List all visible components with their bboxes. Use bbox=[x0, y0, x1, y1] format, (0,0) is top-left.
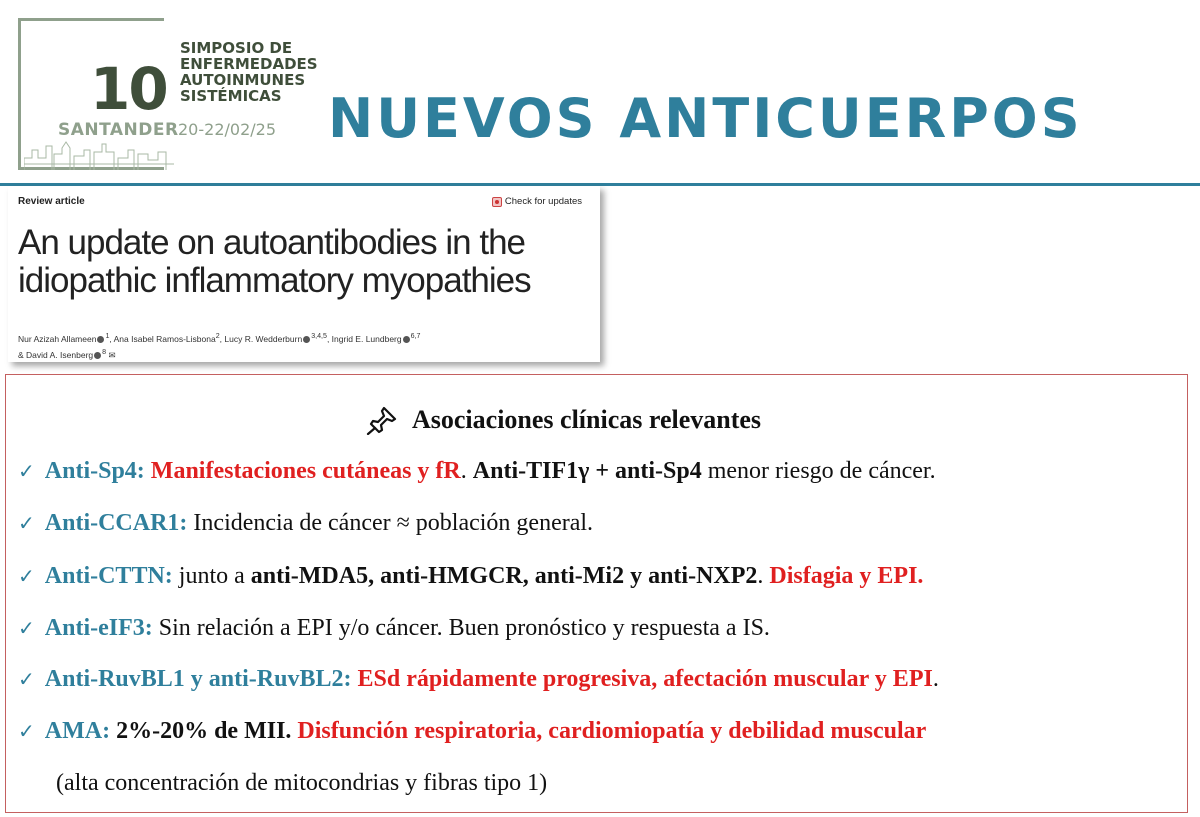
section-heading-text: Asociaciones clínicas relevantes bbox=[412, 405, 762, 434]
list-item bbox=[18, 666, 939, 693]
author-name: David A. Isenberg bbox=[26, 349, 94, 360]
orcid-icon bbox=[94, 352, 101, 359]
author-sup: 1 bbox=[105, 332, 110, 340]
checkmark-icon: ✓ bbox=[18, 719, 35, 743]
mail-icon: ✉ bbox=[108, 349, 116, 360]
logo-city: SANTANDER bbox=[58, 120, 179, 140]
item-text: Sin relación a EPI y/o cáncer. Buen pronóstico y respuesta a IS. bbox=[152, 615, 770, 641]
check-updates-label: Check for updates bbox=[504, 196, 582, 207]
list-item bbox=[18, 458, 936, 485]
item-highlight: Disfagia y EPI. bbox=[769, 563, 924, 589]
item-label: Anti-Sp4: bbox=[44, 458, 145, 484]
author-sup: 2 bbox=[215, 332, 220, 340]
checkmark-icon: ✓ bbox=[18, 564, 35, 588]
item-text: junto a bbox=[172, 563, 251, 589]
article-type: Review article bbox=[18, 196, 85, 207]
item-highlight: ESd rápidamente progresiva, afectación muscular y EPI bbox=[357, 666, 933, 692]
author-sup: 3,4,5 bbox=[311, 332, 327, 340]
author-sup: 8 bbox=[102, 347, 107, 356]
item-bold: Anti-TIF1γ + anti-Sp4 bbox=[472, 458, 702, 484]
logo-number: 10 bbox=[90, 55, 167, 123]
list-item bbox=[18, 718, 926, 745]
check-updates[interactable] bbox=[492, 196, 582, 207]
item-bold: anti-MDA5, anti-HMGCR, anti-Mi2 y anti-NXP2 bbox=[250, 563, 758, 589]
page-title: NUEVOS ANTICUERPOS bbox=[328, 87, 1083, 150]
orcid-icon bbox=[403, 336, 410, 343]
orcid-icon bbox=[303, 336, 310, 343]
item-text: . bbox=[460, 458, 473, 484]
section-heading bbox=[366, 405, 761, 435]
article-card bbox=[8, 186, 600, 362]
article-title: An update on autoantibodies in the idiopathic inflammatory myopathies bbox=[18, 223, 531, 300]
author-name: Nur Azizah Allameen bbox=[18, 333, 97, 344]
checkmark-icon: ✓ bbox=[18, 616, 35, 640]
check-updates-icon bbox=[492, 197, 502, 207]
checkmark-icon: ✓ bbox=[18, 511, 35, 535]
item-text: . bbox=[932, 666, 939, 692]
item-label: Anti-eIF3: bbox=[44, 615, 153, 641]
associations-box bbox=[5, 374, 1188, 813]
list-item bbox=[18, 510, 593, 537]
checkmark-icon: ✓ bbox=[18, 459, 35, 483]
checkmark-icon: ✓ bbox=[18, 667, 35, 691]
item-highlight: Manifestaciones cutáneas y fR bbox=[150, 458, 461, 484]
logo-dates: 20-22/02/25 bbox=[178, 120, 276, 139]
item-text: menor riesgo de cáncer. bbox=[701, 458, 936, 484]
author-sup: 6,7 bbox=[410, 332, 421, 340]
item-label: AMA: bbox=[44, 718, 111, 744]
skyline-icon bbox=[24, 140, 174, 170]
item-label: Anti-CCAR1: bbox=[44, 510, 188, 536]
logo-symposium-text: SIMPOSIO DE ENFERMEDADES AUTOINMUNES SISTÉMICAS bbox=[180, 39, 318, 105]
author-name: Lucy R. Wedderburn bbox=[224, 333, 303, 344]
item-text: . bbox=[757, 563, 770, 589]
orcid-icon bbox=[97, 336, 104, 343]
author-name: Ana Isabel Ramos-Lisbona bbox=[113, 333, 216, 344]
item-highlight: Disfunción respiratoria, cardiomiopatía y debilidad muscular bbox=[297, 718, 927, 744]
item-label: Anti-RuvBL1 y anti-RuvBL2: bbox=[44, 666, 352, 692]
item-text: Incidencia de cáncer ≈ población general. bbox=[187, 510, 594, 536]
item-label: Anti-CTTN: bbox=[44, 563, 173, 589]
footnote: (alta concentración de mitocondrias y fibras tipo 1) bbox=[56, 770, 548, 796]
article-authors: Nur Azizah Allameen $^1$, Ana Isabel Ramos-Lisbona$^2$, Lucy R. Wedderburn $^{3,4,5}$, Ingrid E. Lundberg $^{6,7}$ & David A. Isenberg $^8$ ✉ bbox=[18, 332, 421, 360]
list-item bbox=[18, 615, 770, 642]
pushpin-icon bbox=[366, 405, 400, 435]
item-bold: 2%-20% de MII. bbox=[116, 718, 292, 744]
list-item bbox=[18, 563, 923, 590]
author-name: Ingrid E. Lundberg bbox=[331, 333, 402, 344]
